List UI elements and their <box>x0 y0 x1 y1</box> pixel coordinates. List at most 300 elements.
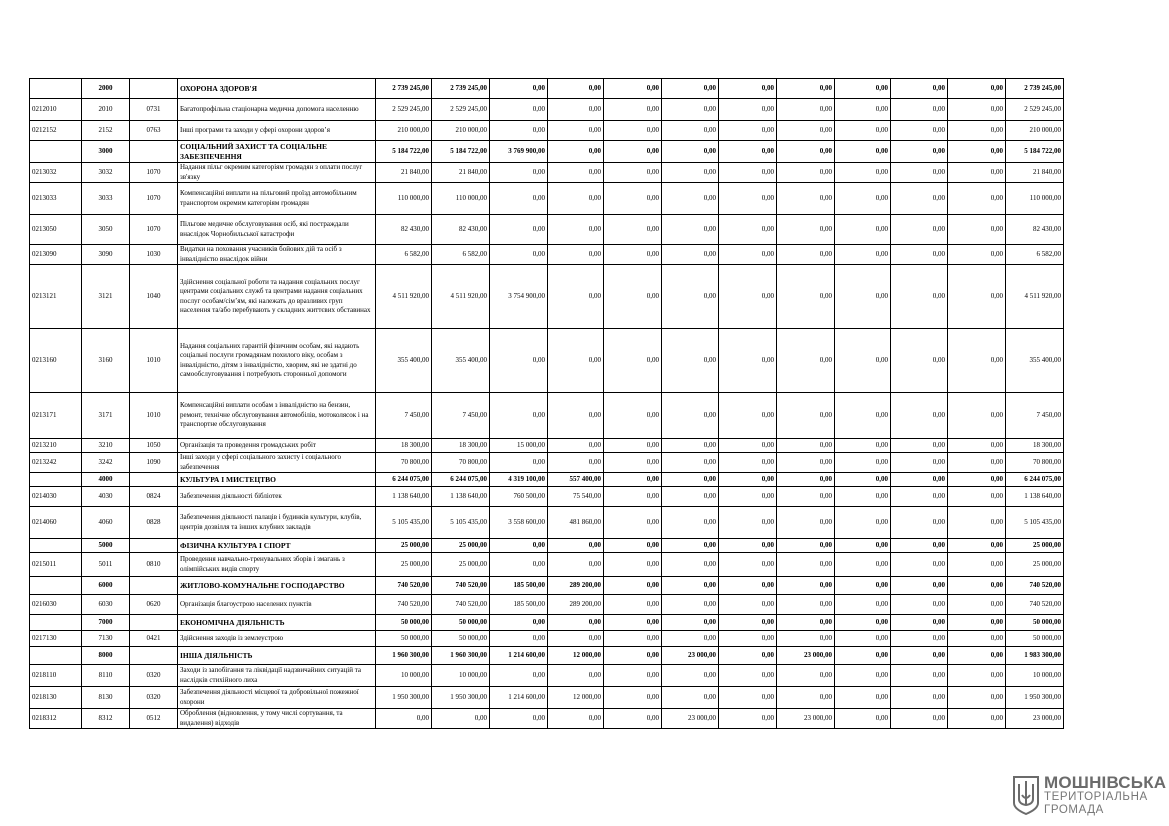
amount-cell: 0,00 <box>719 539 777 553</box>
amount-cell: 82 430,00 <box>376 215 432 245</box>
amount-cell: 0,00 <box>548 121 604 141</box>
amount-cell: 0,00 <box>891 473 948 487</box>
item-name-cell: Забезпечення діяльності місцевої та добровільної пожежної охорони <box>178 687 376 709</box>
amount-cell: 50 000,00 <box>376 615 432 631</box>
functional-code-cell: 0217130 <box>30 631 82 647</box>
amount-cell: 6 582,00 <box>1006 245 1064 265</box>
table-row <box>30 245 1064 265</box>
amount-cell: 0,00 <box>891 141 948 163</box>
table-group-row <box>30 79 1064 99</box>
functional-code-cell: 0213032 <box>30 163 82 183</box>
amount-cell: 0,00 <box>891 99 948 121</box>
amount-cell: 0,00 <box>835 453 891 473</box>
program-code-cell: 3171 <box>82 393 130 439</box>
program-code-cell: 4000 <box>82 473 130 487</box>
item-name-cell: Інші заходи у сфері соціального захисту і соціального забезпечення <box>178 453 376 473</box>
item-name-cell: ФІЗИЧНА КУЛЬТУРА І СПОРТ <box>178 539 376 553</box>
amount-cell: 110 000,00 <box>432 183 490 215</box>
amount-cell: 0,00 <box>948 539 1006 553</box>
amount-cell: 0,00 <box>891 615 948 631</box>
amount-cell: 0,00 <box>662 141 719 163</box>
classification-code-cell <box>130 539 178 553</box>
amount-cell: 740 520,00 <box>1006 577 1064 595</box>
amount-cell: 0,00 <box>604 163 662 183</box>
classification-code-cell: 1010 <box>130 329 178 393</box>
amount-cell: 0,00 <box>548 99 604 121</box>
amount-cell: 0,00 <box>948 709 1006 729</box>
amount-cell: 0,00 <box>777 79 835 99</box>
amount-cell: 0,00 <box>662 631 719 647</box>
amount-cell: 0,00 <box>719 615 777 631</box>
amount-cell: 0,00 <box>662 665 719 687</box>
amount-cell: 0,00 <box>835 577 891 595</box>
amount-cell: 0,00 <box>662 453 719 473</box>
amount-cell: 210 000,00 <box>432 121 490 141</box>
item-name-cell: Проведення навчально-тренувальних зборів і змагань з олімпійських видів спорту <box>178 553 376 577</box>
amount-cell: 0,00 <box>948 687 1006 709</box>
table-row <box>30 183 1064 215</box>
amount-cell: 0,00 <box>604 215 662 245</box>
amount-cell: 210 000,00 <box>1006 121 1064 141</box>
functional-code-cell: 0212152 <box>30 121 82 141</box>
amount-cell: 0,00 <box>548 665 604 687</box>
amount-cell: 0,00 <box>490 453 548 473</box>
amount-cell: 0,00 <box>490 121 548 141</box>
amount-cell: 23 000,00 <box>662 709 719 729</box>
functional-code-cell <box>30 647 82 665</box>
amount-cell: 0,00 <box>490 393 548 439</box>
amount-cell: 0,00 <box>835 595 891 615</box>
classification-code-cell: 1050 <box>130 439 178 453</box>
amount-cell: 23 000,00 <box>777 709 835 729</box>
functional-code-cell: 0218312 <box>30 709 82 729</box>
amount-cell: 0,00 <box>604 687 662 709</box>
amount-cell: 0,00 <box>662 439 719 453</box>
amount-cell: 0,00 <box>604 553 662 577</box>
amount-cell: 0,00 <box>548 163 604 183</box>
amount-cell: 0,00 <box>662 163 719 183</box>
amount-cell: 0,00 <box>777 539 835 553</box>
amount-cell: 1 960 300,00 <box>376 647 432 665</box>
classification-code-cell: 0810 <box>130 553 178 577</box>
amount-cell: 2 529 245,00 <box>1006 99 1064 121</box>
amount-cell: 110 000,00 <box>1006 183 1064 215</box>
amount-cell: 0,00 <box>604 709 662 729</box>
amount-cell: 0,00 <box>777 507 835 539</box>
amount-cell: 0,00 <box>948 473 1006 487</box>
amount-cell: 4 319 100,00 <box>490 473 548 487</box>
table-row <box>30 215 1064 245</box>
amount-cell: 0,00 <box>777 121 835 141</box>
amount-cell: 0,00 <box>835 79 891 99</box>
program-code-cell: 4030 <box>82 487 130 507</box>
amount-cell: 0,00 <box>891 709 948 729</box>
program-code-cell: 2010 <box>82 99 130 121</box>
amount-cell: 289 200,00 <box>548 577 604 595</box>
amount-cell: 50 000,00 <box>376 631 432 647</box>
amount-cell: 0,00 <box>891 595 948 615</box>
amount-cell: 0,00 <box>604 487 662 507</box>
amount-cell: 0,00 <box>777 687 835 709</box>
amount-cell: 0,00 <box>548 615 604 631</box>
amount-cell: 23 000,00 <box>777 647 835 665</box>
amount-cell: 0,00 <box>948 577 1006 595</box>
item-name-cell: Забезпечення діяльності палаців і будинків культури, клубів, центрів дозвілля та інших клубних закладів <box>178 507 376 539</box>
amount-cell: 0,00 <box>548 453 604 473</box>
program-code-cell: 8130 <box>82 687 130 709</box>
table-row <box>30 99 1064 121</box>
amount-cell: 0,00 <box>604 473 662 487</box>
amount-cell: 4 511 920,00 <box>432 265 490 329</box>
amount-cell: 0,00 <box>604 121 662 141</box>
amount-cell: 0,00 <box>777 183 835 215</box>
amount-cell: 0,00 <box>948 215 1006 245</box>
amount-cell: 0,00 <box>891 393 948 439</box>
item-name-cell: Видатки на поховання учасників бойових дій та осіб з інвалідністю внаслідок війни <box>178 245 376 265</box>
amount-cell: 0,00 <box>948 183 1006 215</box>
amount-cell: 5 184 722,00 <box>432 141 490 163</box>
amount-cell: 0,00 <box>948 99 1006 121</box>
amount-cell: 0,00 <box>490 163 548 183</box>
amount-cell: 5 184 722,00 <box>376 141 432 163</box>
item-name-cell: ОХОРОНА ЗДОРОВ'Я <box>178 79 376 99</box>
amount-cell: 0,00 <box>548 265 604 329</box>
program-code-cell: 3000 <box>82 141 130 163</box>
amount-cell: 2 739 245,00 <box>432 79 490 99</box>
amount-cell: 4 511 920,00 <box>1006 265 1064 329</box>
amount-cell: 2 529 245,00 <box>376 99 432 121</box>
amount-cell: 0,00 <box>835 183 891 215</box>
classification-code-cell <box>130 615 178 631</box>
program-code-cell: 3160 <box>82 329 130 393</box>
amount-cell: 0,00 <box>604 393 662 439</box>
program-code-cell: 8312 <box>82 709 130 729</box>
amount-cell: 1 950 300,00 <box>376 687 432 709</box>
amount-cell: 15 000,00 <box>490 439 548 453</box>
amount-cell: 0,00 <box>835 631 891 647</box>
amount-cell: 0,00 <box>719 99 777 121</box>
amount-cell: 0,00 <box>604 245 662 265</box>
amount-cell: 0,00 <box>835 709 891 729</box>
functional-code-cell: 0213033 <box>30 183 82 215</box>
amount-cell: 2 739 245,00 <box>376 79 432 99</box>
amount-cell: 0,00 <box>891 687 948 709</box>
amount-cell: 1 983 300,00 <box>1006 647 1064 665</box>
logo-line-1: МОШНІВСЬКА <box>1044 773 1167 792</box>
amount-cell: 0,00 <box>548 183 604 215</box>
amount-cell: 0,00 <box>490 631 548 647</box>
amount-cell: 5 105 435,00 <box>376 507 432 539</box>
budget-table-body <box>30 79 1064 729</box>
amount-cell: 70 800,00 <box>432 453 490 473</box>
amount-cell: 0,00 <box>490 245 548 265</box>
amount-cell: 0,00 <box>891 665 948 687</box>
program-code-cell: 3033 <box>82 183 130 215</box>
amount-cell: 0,00 <box>604 615 662 631</box>
functional-code-cell <box>30 539 82 553</box>
functional-code-cell: 0218130 <box>30 687 82 709</box>
amount-cell: 23 000,00 <box>662 647 719 665</box>
amount-cell: 0,00 <box>835 99 891 121</box>
amount-cell: 0,00 <box>891 121 948 141</box>
amount-cell: 0,00 <box>719 647 777 665</box>
amount-cell: 0,00 <box>948 265 1006 329</box>
amount-cell: 0,00 <box>948 487 1006 507</box>
functional-code-cell <box>30 577 82 595</box>
amount-cell: 0,00 <box>835 647 891 665</box>
amount-cell: 0,00 <box>604 439 662 453</box>
amount-cell: 0,00 <box>662 99 719 121</box>
amount-cell: 0,00 <box>604 265 662 329</box>
amount-cell: 0,00 <box>719 487 777 507</box>
amount-cell: 0,00 <box>719 329 777 393</box>
amount-cell: 7 450,00 <box>376 393 432 439</box>
amount-cell: 740 520,00 <box>1006 595 1064 615</box>
amount-cell: 0,00 <box>835 615 891 631</box>
functional-code-cell <box>30 473 82 487</box>
amount-cell: 50 000,00 <box>1006 631 1064 647</box>
classification-code-cell <box>130 141 178 163</box>
amount-cell: 0,00 <box>891 507 948 539</box>
amount-cell: 0,00 <box>548 329 604 393</box>
functional-code-cell <box>30 79 82 99</box>
amount-cell: 0,00 <box>777 393 835 439</box>
amount-cell: 0,00 <box>662 487 719 507</box>
amount-cell: 0,00 <box>891 79 948 99</box>
amount-cell: 12 000,00 <box>548 647 604 665</box>
amount-cell: 0,00 <box>948 615 1006 631</box>
amount-cell: 0,00 <box>548 393 604 439</box>
amount-cell: 0,00 <box>835 539 891 553</box>
amount-cell: 0,00 <box>835 553 891 577</box>
amount-cell: 355 400,00 <box>432 329 490 393</box>
item-name-cell: Організація благоустрою населених пунктів <box>178 595 376 615</box>
amount-cell: 289 200,00 <box>548 595 604 615</box>
program-code-cell: 8110 <box>82 665 130 687</box>
table-row <box>30 595 1064 615</box>
amount-cell: 10 000,00 <box>1006 665 1064 687</box>
amount-cell: 355 400,00 <box>376 329 432 393</box>
amount-cell: 0,00 <box>490 329 548 393</box>
item-name-cell: Оброблення (відновлення, у тому числі сортування, та видалення) відходів <box>178 709 376 729</box>
amount-cell: 1 950 300,00 <box>1006 687 1064 709</box>
item-name-cell: Пільгове медичне обслуговування осіб, які постраждали внаслідок Чорнобильської катастрофи <box>178 215 376 245</box>
amount-cell: 0,00 <box>719 577 777 595</box>
item-name-cell: Здійснення соціальної роботи та надання соціальних послуг центрами соціальних служб та центрами надання соціальних послуг особам/сім’ям, які належать до вразливих груп населення та/або перебувають у складних життєвих обставинах <box>178 265 376 329</box>
amount-cell: 25 000,00 <box>432 553 490 577</box>
amount-cell: 7 450,00 <box>432 393 490 439</box>
amount-cell: 0,00 <box>490 553 548 577</box>
amount-cell: 21 840,00 <box>1006 163 1064 183</box>
functional-code-cell: 0213242 <box>30 453 82 473</box>
amount-cell: 0,00 <box>548 79 604 99</box>
amount-cell: 75 540,00 <box>548 487 604 507</box>
amount-cell: 0,00 <box>548 215 604 245</box>
amount-cell: 0,00 <box>719 121 777 141</box>
table-row <box>30 163 1064 183</box>
amount-cell: 0,00 <box>891 265 948 329</box>
amount-cell: 50 000,00 <box>1006 615 1064 631</box>
amount-cell: 6 244 075,00 <box>1006 473 1064 487</box>
amount-cell: 5 105 435,00 <box>432 507 490 539</box>
amount-cell: 0,00 <box>719 141 777 163</box>
amount-cell: 0,00 <box>948 329 1006 393</box>
amount-cell: 0,00 <box>835 487 891 507</box>
item-name-cell: ІНША ДІЯЛЬНІСТЬ <box>178 647 376 665</box>
amount-cell: 0,00 <box>948 439 1006 453</box>
amount-cell: 0,00 <box>835 687 891 709</box>
functional-code-cell: 0212010 <box>30 99 82 121</box>
amount-cell: 0,00 <box>835 265 891 329</box>
classification-code-cell <box>130 473 178 487</box>
item-name-cell: Заходи із запобігання та ліквідації надзвичайних ситуацій та наслідків стихійного лиха <box>178 665 376 687</box>
amount-cell: 0,00 <box>777 615 835 631</box>
amount-cell: 70 800,00 <box>1006 453 1064 473</box>
amount-cell: 50 000,00 <box>432 615 490 631</box>
amount-cell: 0,00 <box>432 709 490 729</box>
amount-cell: 6 582,00 <box>376 245 432 265</box>
program-code-cell: 2000 <box>82 79 130 99</box>
item-name-cell: Компенсаційні виплати особам з інвалідністю на бензин, ремонт, технічне обслуговування автомобілів, мотоколясок і на транспортне обслуговування <box>178 393 376 439</box>
amount-cell: 740 520,00 <box>432 577 490 595</box>
table-row <box>30 487 1064 507</box>
amount-cell: 25 000,00 <box>1006 539 1064 553</box>
amount-cell: 110 000,00 <box>376 183 432 215</box>
amount-cell: 0,00 <box>548 245 604 265</box>
amount-cell: 0,00 <box>891 539 948 553</box>
functional-code-cell: 0213090 <box>30 245 82 265</box>
table-row <box>30 709 1064 729</box>
item-name-cell: Надання соціальних гарантій фізичним особам, які надають соціальні послуги громадянам похилого віку, особам з інвалідністю, дітям з інвалідністю, хворим, які не здатні до самообслуговування і потребують сторонньої допомоги <box>178 329 376 393</box>
program-code-cell: 7130 <box>82 631 130 647</box>
classification-code-cell: 0824 <box>130 487 178 507</box>
amount-cell: 760 500,00 <box>490 487 548 507</box>
amount-cell: 25 000,00 <box>432 539 490 553</box>
logo-line-3: ГРОМАДА <box>1044 804 1104 816</box>
amount-cell: 0,00 <box>719 709 777 729</box>
classification-code-cell: 1070 <box>130 215 178 245</box>
amount-cell: 0,00 <box>948 553 1006 577</box>
amount-cell: 10 000,00 <box>432 665 490 687</box>
amount-cell: 0,00 <box>719 215 777 245</box>
classification-code-cell: 0512 <box>130 709 178 729</box>
program-code-cell: 6030 <box>82 595 130 615</box>
amount-cell: 0,00 <box>662 473 719 487</box>
amount-cell: 481 860,00 <box>548 507 604 539</box>
classification-code-cell: 0828 <box>130 507 178 539</box>
amount-cell: 0,00 <box>548 631 604 647</box>
item-name-cell: Багатопрофільна стаціонарна медична допомога населенню <box>178 99 376 121</box>
amount-cell: 82 430,00 <box>1006 215 1064 245</box>
amount-cell: 23 000,00 <box>1006 709 1064 729</box>
amount-cell: 0,00 <box>891 647 948 665</box>
amount-cell: 0,00 <box>948 453 1006 473</box>
amount-cell: 0,00 <box>604 577 662 595</box>
amount-cell: 0,00 <box>835 393 891 439</box>
amount-cell: 25 000,00 <box>376 553 432 577</box>
program-code-cell: 6000 <box>82 577 130 595</box>
amount-cell: 0,00 <box>662 183 719 215</box>
amount-cell: 0,00 <box>891 245 948 265</box>
amount-cell: 0,00 <box>835 665 891 687</box>
amount-cell: 0,00 <box>948 665 1006 687</box>
functional-code-cell: 0213210 <box>30 439 82 453</box>
amount-cell: 557 400,00 <box>548 473 604 487</box>
amount-cell: 185 500,00 <box>490 595 548 615</box>
amount-cell: 0,00 <box>835 329 891 393</box>
classification-code-cell: 1040 <box>130 265 178 329</box>
amount-cell: 7 450,00 <box>1006 393 1064 439</box>
amount-cell: 0,00 <box>835 121 891 141</box>
amount-cell: 0,00 <box>604 141 662 163</box>
item-name-cell: Компенсаційні виплати на пільговий проїзд автомобільним транспортом окремим категоріям громадян <box>178 183 376 215</box>
program-code-cell: 7000 <box>82 615 130 631</box>
table-group-row <box>30 577 1064 595</box>
amount-cell: 0,00 <box>662 329 719 393</box>
functional-code-cell: 0213171 <box>30 393 82 439</box>
amount-cell: 0,00 <box>604 507 662 539</box>
amount-cell: 0,00 <box>891 553 948 577</box>
program-code-cell: 8000 <box>82 647 130 665</box>
amount-cell: 0,00 <box>719 439 777 453</box>
trident-emblem-icon <box>1012 775 1040 815</box>
amount-cell: 0,00 <box>719 631 777 647</box>
amount-cell: 0,00 <box>604 665 662 687</box>
item-name-cell: Інші програми та заходи у сфері охорони здоров’я <box>178 121 376 141</box>
amount-cell: 0,00 <box>662 687 719 709</box>
amount-cell: 0,00 <box>604 183 662 215</box>
amount-cell: 21 840,00 <box>432 163 490 183</box>
amount-cell: 0,00 <box>891 329 948 393</box>
amount-cell: 0,00 <box>891 183 948 215</box>
amount-cell: 0,00 <box>662 577 719 595</box>
amount-cell: 0,00 <box>376 709 432 729</box>
amount-cell: 0,00 <box>835 141 891 163</box>
amount-cell: 1 214 600,00 <box>490 647 548 665</box>
amount-cell: 50 000,00 <box>432 631 490 647</box>
amount-cell: 0,00 <box>719 245 777 265</box>
amount-cell: 0,00 <box>891 215 948 245</box>
functional-code-cell: 0218110 <box>30 665 82 687</box>
amount-cell: 0,00 <box>891 439 948 453</box>
amount-cell: 0,00 <box>777 215 835 245</box>
classification-code-cell: 1070 <box>130 163 178 183</box>
amount-cell: 0,00 <box>719 553 777 577</box>
amount-cell: 0,00 <box>662 595 719 615</box>
table-group-row <box>30 647 1064 665</box>
table-row <box>30 631 1064 647</box>
amount-cell: 0,00 <box>490 665 548 687</box>
amount-cell: 0,00 <box>548 709 604 729</box>
amount-cell: 0,00 <box>948 647 1006 665</box>
item-name-cell: ЖИТЛОВО-КОМУНАЛЬНЕ ГОСПОДАРСТВО <box>178 577 376 595</box>
table-group-row <box>30 539 1064 553</box>
amount-cell: 3 754 900,00 <box>490 265 548 329</box>
table-row <box>30 453 1064 473</box>
amount-cell: 0,00 <box>604 79 662 99</box>
amount-cell: 0,00 <box>835 507 891 539</box>
amount-cell: 0,00 <box>777 473 835 487</box>
functional-code-cell: 0213160 <box>30 329 82 393</box>
program-code-cell: 3090 <box>82 245 130 265</box>
amount-cell: 0,00 <box>719 687 777 709</box>
item-name-cell: Забезпечення діяльності бібліотек <box>178 487 376 507</box>
functional-code-cell: 0213050 <box>30 215 82 245</box>
amount-cell: 0,00 <box>891 577 948 595</box>
amount-cell: 0,00 <box>777 163 835 183</box>
amount-cell: 0,00 <box>948 245 1006 265</box>
amount-cell: 0,00 <box>948 121 1006 141</box>
